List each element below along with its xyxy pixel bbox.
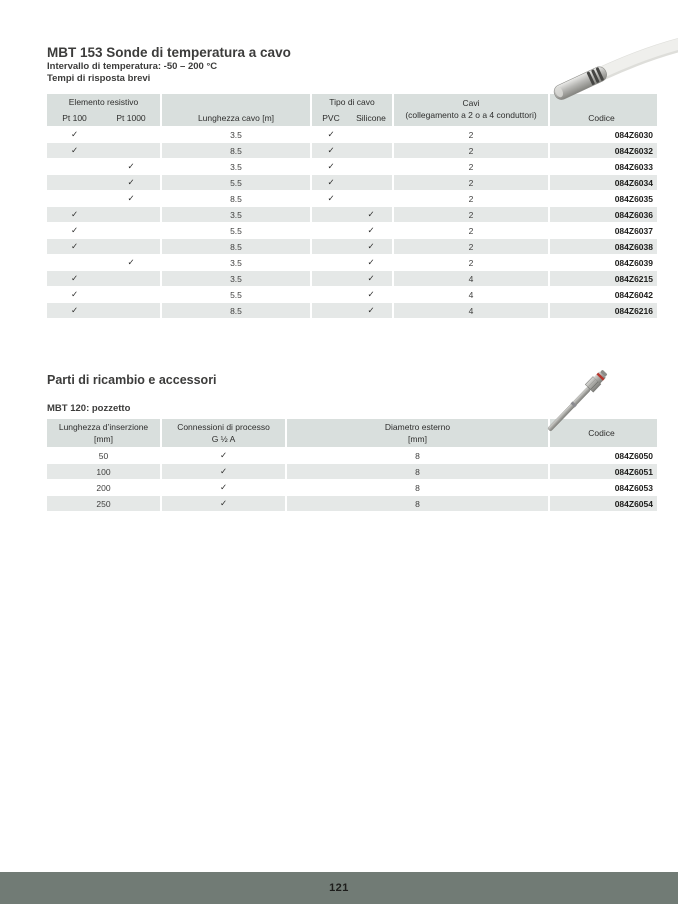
cable-length-cell: 8.5 xyxy=(162,239,310,254)
cable-type-cells xyxy=(312,303,392,318)
code-cell: 084Z6054 xyxy=(550,496,657,511)
header-pt100: Pt 100 xyxy=(62,113,87,123)
pvc-check-cell xyxy=(312,287,350,302)
header-codice: Codice xyxy=(588,113,615,123)
conductors-cell: 2 xyxy=(394,143,548,158)
cable-length-cell: 8.5 xyxy=(162,303,310,318)
cable-type-cells xyxy=(312,223,392,238)
conductors-cell: 2 xyxy=(468,257,474,268)
code-cell: 084Z6033 xyxy=(614,161,653,172)
resistive-element-cells xyxy=(47,303,160,318)
page-title: MBT 153 Sonde di temperatura a cavo xyxy=(47,45,291,60)
silicone-check-cell xyxy=(350,175,392,190)
silicone-check-cell: ✓ xyxy=(367,241,375,252)
cable-type-cells xyxy=(312,271,392,286)
code-cell: 084Z6037 xyxy=(614,225,653,236)
header-elemento-resistivo: Elemento resistivo xyxy=(68,97,139,107)
silicone-check-cell: ✓ xyxy=(367,305,375,316)
header-pvc: PVC xyxy=(322,113,340,123)
cable-type-cells xyxy=(312,127,392,142)
footer-bar xyxy=(0,872,678,904)
process-connection-check-cell: ✓ xyxy=(219,482,228,493)
pt1000-check-cell: ✓ xyxy=(127,161,135,172)
conductors-cell: 2 xyxy=(394,239,548,254)
mbt153-table-row xyxy=(47,239,657,254)
mbt120-table-row xyxy=(47,464,657,479)
cable-type-cells xyxy=(312,239,392,254)
pvc-check-cell: ✓ xyxy=(327,129,335,140)
mbt153-table-row xyxy=(47,223,657,238)
pt1000-check-cell xyxy=(102,207,160,222)
cable-length-cell: 3.5 xyxy=(230,257,242,268)
cable-type-cells xyxy=(312,191,392,206)
mbt153-table-body xyxy=(47,127,657,318)
conductors-cell: 4 xyxy=(468,289,474,300)
cable-type-cells xyxy=(312,175,392,190)
cable-length-cell: 8.5 xyxy=(230,193,242,204)
pt100-check-cell: ✓ xyxy=(70,289,79,300)
pt1000-check-cell xyxy=(102,143,160,158)
silicone-check-cell: ✓ xyxy=(367,257,375,268)
pvc-check-cell xyxy=(312,303,350,318)
cable-type-cells xyxy=(312,207,392,222)
mbt153-table xyxy=(47,94,657,318)
cable-length-cell: 3.5 xyxy=(162,271,310,286)
header-pt1000: Pt 1000 xyxy=(116,113,146,123)
pvc-check-cell: ✓ xyxy=(327,193,335,204)
pt1000-check-cell xyxy=(102,223,160,238)
pt1000-check-cell xyxy=(102,127,160,142)
cable-type-cells xyxy=(312,143,392,158)
pt100-check-cell xyxy=(47,191,102,206)
resistive-element-cells xyxy=(47,207,160,222)
code-cell: 084Z6030 xyxy=(614,129,653,140)
resistive-element-cells xyxy=(47,287,160,302)
pt1000-check-cell xyxy=(102,271,160,286)
process-connection-check-cell: ✓ xyxy=(219,450,228,461)
header-group-cable-length xyxy=(162,94,310,126)
mbt120-table-row xyxy=(47,496,657,511)
pt1000-check-cell xyxy=(102,303,160,318)
cable-type-cells xyxy=(312,159,392,174)
silicone-check-cell: ✓ xyxy=(367,209,375,220)
pvc-check-cell: ✓ xyxy=(327,145,335,156)
pt100-check-cell xyxy=(47,255,102,270)
code-cell: 084Z6032 xyxy=(550,143,657,158)
header-insertion-length-unit: [mm] xyxy=(94,434,113,444)
conductors-cell: 2 xyxy=(394,175,548,190)
header-lunghezza-cavo: Lunghezza cavo [m] xyxy=(197,113,275,123)
header-cavi: Cavi xyxy=(462,98,480,108)
cable-probe-image xyxy=(545,33,678,105)
accessories-title: Parti di ricambio e accessori xyxy=(47,373,217,387)
mbt153-table-row xyxy=(47,127,657,142)
mbt120-subtitle: MBT 120: pozzetto xyxy=(47,403,131,414)
header-group-cable-type xyxy=(312,94,392,126)
cable-length-cell: 3.5 xyxy=(230,129,242,140)
code-cell: 084Z6034 xyxy=(550,175,657,190)
pvc-check-cell: ✓ xyxy=(327,161,335,172)
mbt153-table-row xyxy=(47,143,657,158)
conductors-cell: 2 xyxy=(394,207,548,222)
mbt153-table-row xyxy=(47,287,657,302)
cable-type-cells xyxy=(312,255,392,270)
conductors-cell: 2 xyxy=(468,129,474,140)
pvc-check-cell xyxy=(312,271,350,286)
outer-diameter-cell: 8 xyxy=(287,496,548,511)
insertion-length-cell: 200 xyxy=(96,482,111,493)
pozzetto-probe-image xyxy=(533,352,645,447)
response-time-subtitle: Tempi di risposta brevi xyxy=(47,73,151,84)
pvc-check-cell xyxy=(312,255,350,270)
pt100-check-cell: ✓ xyxy=(70,305,79,316)
silicone-check-cell: ✓ xyxy=(367,225,375,236)
pt100-check-cell: ✓ xyxy=(70,273,79,284)
header-silicone: Silicone xyxy=(356,113,386,123)
silicone-check-cell: ✓ xyxy=(367,289,375,300)
pt100-check-cell: ✓ xyxy=(70,145,79,156)
header-outer-diameter-label: Diametro esterno xyxy=(384,422,451,432)
pvc-check-cell xyxy=(312,223,350,238)
process-connection-check-cell: ✓ xyxy=(162,464,285,479)
page-number: 121 xyxy=(329,882,349,894)
mbt153-table-row xyxy=(47,303,657,318)
pt1000-check-cell: ✓ xyxy=(127,193,135,204)
pvc-check-cell: ✓ xyxy=(327,177,335,188)
cable-type-cells xyxy=(312,287,392,302)
conductors-cell: 4 xyxy=(394,303,548,318)
mbt120-table-body xyxy=(47,448,657,511)
resistive-element-cells xyxy=(47,223,160,238)
header-group-resistive-element xyxy=(47,94,160,126)
pt100-check-cell: ✓ xyxy=(70,129,79,140)
cable-length-cell: 3.5 xyxy=(162,207,310,222)
resistive-element-cells xyxy=(47,239,160,254)
pt100-check-cell: ✓ xyxy=(70,225,79,236)
conductors-cell: 2 xyxy=(468,193,474,204)
code-cell: 084Z6215 xyxy=(550,271,657,286)
resistive-element-cells xyxy=(47,175,160,190)
silicone-check-cell: ✓ xyxy=(367,273,375,284)
mbt153-table-row xyxy=(47,159,657,174)
cable-length-cell: 8.5 xyxy=(162,143,310,158)
outer-diameter-cell: 8 xyxy=(287,464,548,479)
outer-diameter-cell: 8 xyxy=(415,482,420,493)
resistive-element-cells xyxy=(47,255,160,270)
header-insertion-length-label: Lunghezza d’inserzione xyxy=(58,422,149,432)
cable-length-cell: 5.5 xyxy=(230,225,242,236)
conductors-cell: 2 xyxy=(468,161,474,172)
cable-length-cell: 3.5 xyxy=(230,161,242,172)
insertion-length-cell: 50 xyxy=(98,450,109,461)
code-cell: 084Z6216 xyxy=(550,303,657,318)
silicone-check-cell xyxy=(350,191,392,206)
resistive-element-cells xyxy=(47,191,160,206)
header-process-connection-label: Connessioni di processo xyxy=(177,422,270,432)
mbt153-table-row xyxy=(47,207,657,222)
code-cell: 084Z6053 xyxy=(614,482,653,493)
pt1000-check-cell: ✓ xyxy=(127,177,135,188)
code-cell: 084Z6050 xyxy=(614,450,653,461)
resistive-element-cells xyxy=(47,143,160,158)
pt100-check-cell xyxy=(47,175,102,190)
resistive-element-cells xyxy=(47,271,160,286)
conductors-cell: 4 xyxy=(394,271,548,286)
outer-diameter-cell: 8 xyxy=(415,450,420,461)
pvc-check-cell xyxy=(312,207,350,222)
mbt153-table-row xyxy=(47,255,657,270)
mbt120-table-row xyxy=(47,480,657,495)
header-insertion-length xyxy=(47,419,160,447)
header-process-connection xyxy=(162,419,285,447)
header-outer-diameter xyxy=(287,419,548,447)
mbt153-table-row xyxy=(47,191,657,206)
header-cavi-detail: (collegamento a 2 o a 4 conduttori) xyxy=(405,110,537,120)
header-process-connection-size: G ½ A xyxy=(211,434,236,444)
silicone-check-cell xyxy=(350,143,392,158)
silicone-check-cell xyxy=(350,159,392,174)
conductors-cell: 2 xyxy=(468,225,474,236)
header-group-conductors xyxy=(394,94,548,126)
silicone-check-cell xyxy=(350,127,392,142)
cable-length-cell: 5.5 xyxy=(230,289,242,300)
code-cell: 084Z6036 xyxy=(550,207,657,222)
code-cell: 084Z6042 xyxy=(614,289,653,300)
code-cell: 084Z6039 xyxy=(614,257,653,268)
process-connection-check-cell: ✓ xyxy=(162,496,285,511)
pvc-check-cell xyxy=(312,239,350,254)
header-tipo-di-cavo: Tipo di cavo xyxy=(329,97,375,107)
header-outer-diameter-unit: [mm] xyxy=(408,434,427,444)
mbt153-table-row xyxy=(47,271,657,286)
resistive-element-cells xyxy=(47,127,160,142)
pt100-check-cell xyxy=(47,159,102,174)
cable-length-cell: 5.5 xyxy=(162,175,310,190)
mbt153-table-row xyxy=(47,175,657,190)
insertion-length-cell: 100 xyxy=(47,464,160,479)
temperature-range-subtitle: Intervallo di temperatura: -50 – 200 °C xyxy=(47,61,218,72)
pt100-check-cell: ✓ xyxy=(70,241,79,252)
pt1000-check-cell xyxy=(102,239,160,254)
resistive-element-cells xyxy=(47,159,160,174)
pt1000-check-cell: ✓ xyxy=(127,257,135,268)
code-cell: 084Z6035 xyxy=(614,193,653,204)
header-codice-2-label: Codice xyxy=(588,428,615,438)
code-cell: 084Z6038 xyxy=(550,239,657,254)
pt1000-check-cell xyxy=(102,287,160,302)
code-cell: 084Z6051 xyxy=(550,464,657,479)
pt100-check-cell: ✓ xyxy=(70,209,79,220)
insertion-length-cell: 250 xyxy=(47,496,160,511)
mbt120-table-row xyxy=(47,448,657,463)
